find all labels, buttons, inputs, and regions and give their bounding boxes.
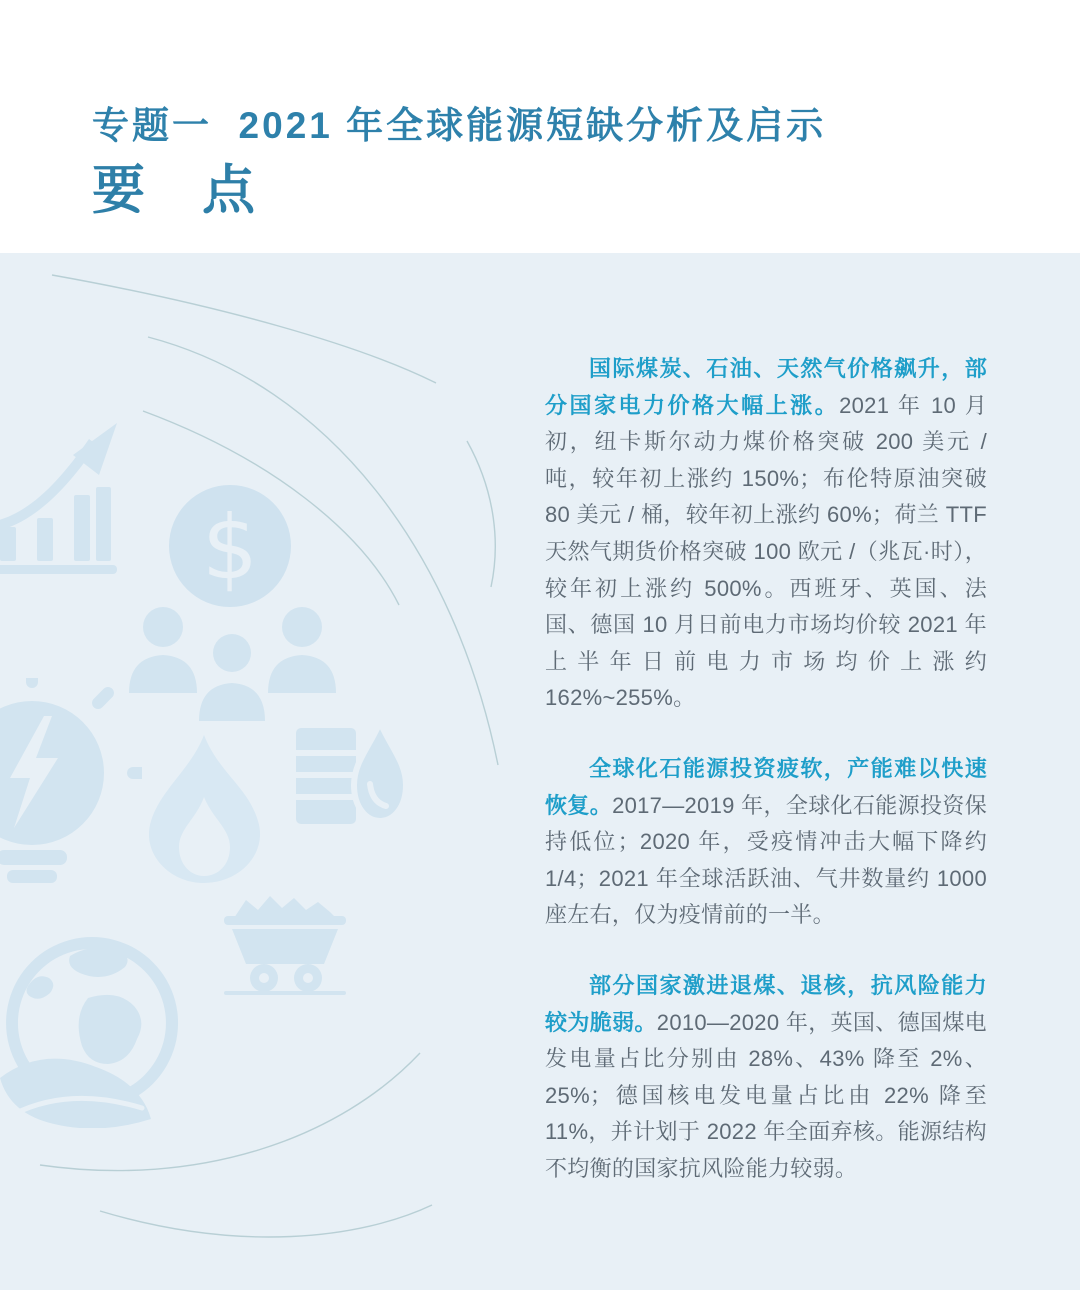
key-point-paragraph [545, 968, 987, 1188]
svg-text:$: $ [202, 496, 258, 599]
key-point-lead: 国际煤炭、石油、天然气价格飙升，部分国家电力价格大幅上涨。 [545, 356, 987, 418]
key-points-content [545, 351, 987, 1187]
dollar-coin-icon [168, 484, 292, 608]
key-point-paragraph [545, 351, 987, 717]
key-point-lead: 全球化石能源投资疲软，产能难以快速恢复。 [545, 755, 987, 818]
coal-cart-icon [224, 888, 346, 996]
people-group-icon [125, 605, 340, 723]
oil-barrel-drop-icon [296, 722, 408, 830]
key-point-body: 2017—2019 年，全球化石能源投资保持低位；2020 年，受疫情冲击大幅下降约 1/4；2021 年全球活跃油、气井数量约 1000 座左右，仅为疫情前的一半。 [545, 792, 987, 928]
flame-icon [147, 735, 262, 883]
key-point-paragraph [545, 751, 987, 934]
growth-chart-icon [0, 423, 125, 583]
key-point-body: 2021 年 10 月初，纽卡斯尔动力煤价格突破 200 美元 / 吨，较年初上涨约 150%；布伦特原油突破 80 美元 / 桶，较年初上涨约 60%；荷兰 TTF 天然气期货价格突破 100 欧元 /（兆瓦·时），较年初上涨约 500%。西班牙、英国、法国、德国 10 月日前电力市场均价较 2021 年上半年日前电力市场均价上涨约 162%~255%。 [545, 392, 987, 711]
page-header [92, 104, 826, 221]
key-point-lead: 部分国家激进退煤、退核，抗风险能力较为脆弱。 [545, 972, 987, 1035]
page-subtitle: 要 点 [92, 161, 257, 221]
globe-leaf-icon [0, 928, 190, 1128]
key-points-panel [0, 253, 1080, 1290]
key-point-body: 2010—2020 年，英国、德国煤电发电量占比分别由 28%、43% 降至 2%、25%；德国核电发电量占比由 22% 降至 11%，并计划于 2022 年全面弃核。能源结构不均衡的国家抗风险能力较弱。 [545, 1009, 987, 1181]
page-title: 专题一 2021 年全球能源短缺分析及启示 [92, 105, 827, 146]
lightbulb-energy-icon [0, 678, 142, 888]
